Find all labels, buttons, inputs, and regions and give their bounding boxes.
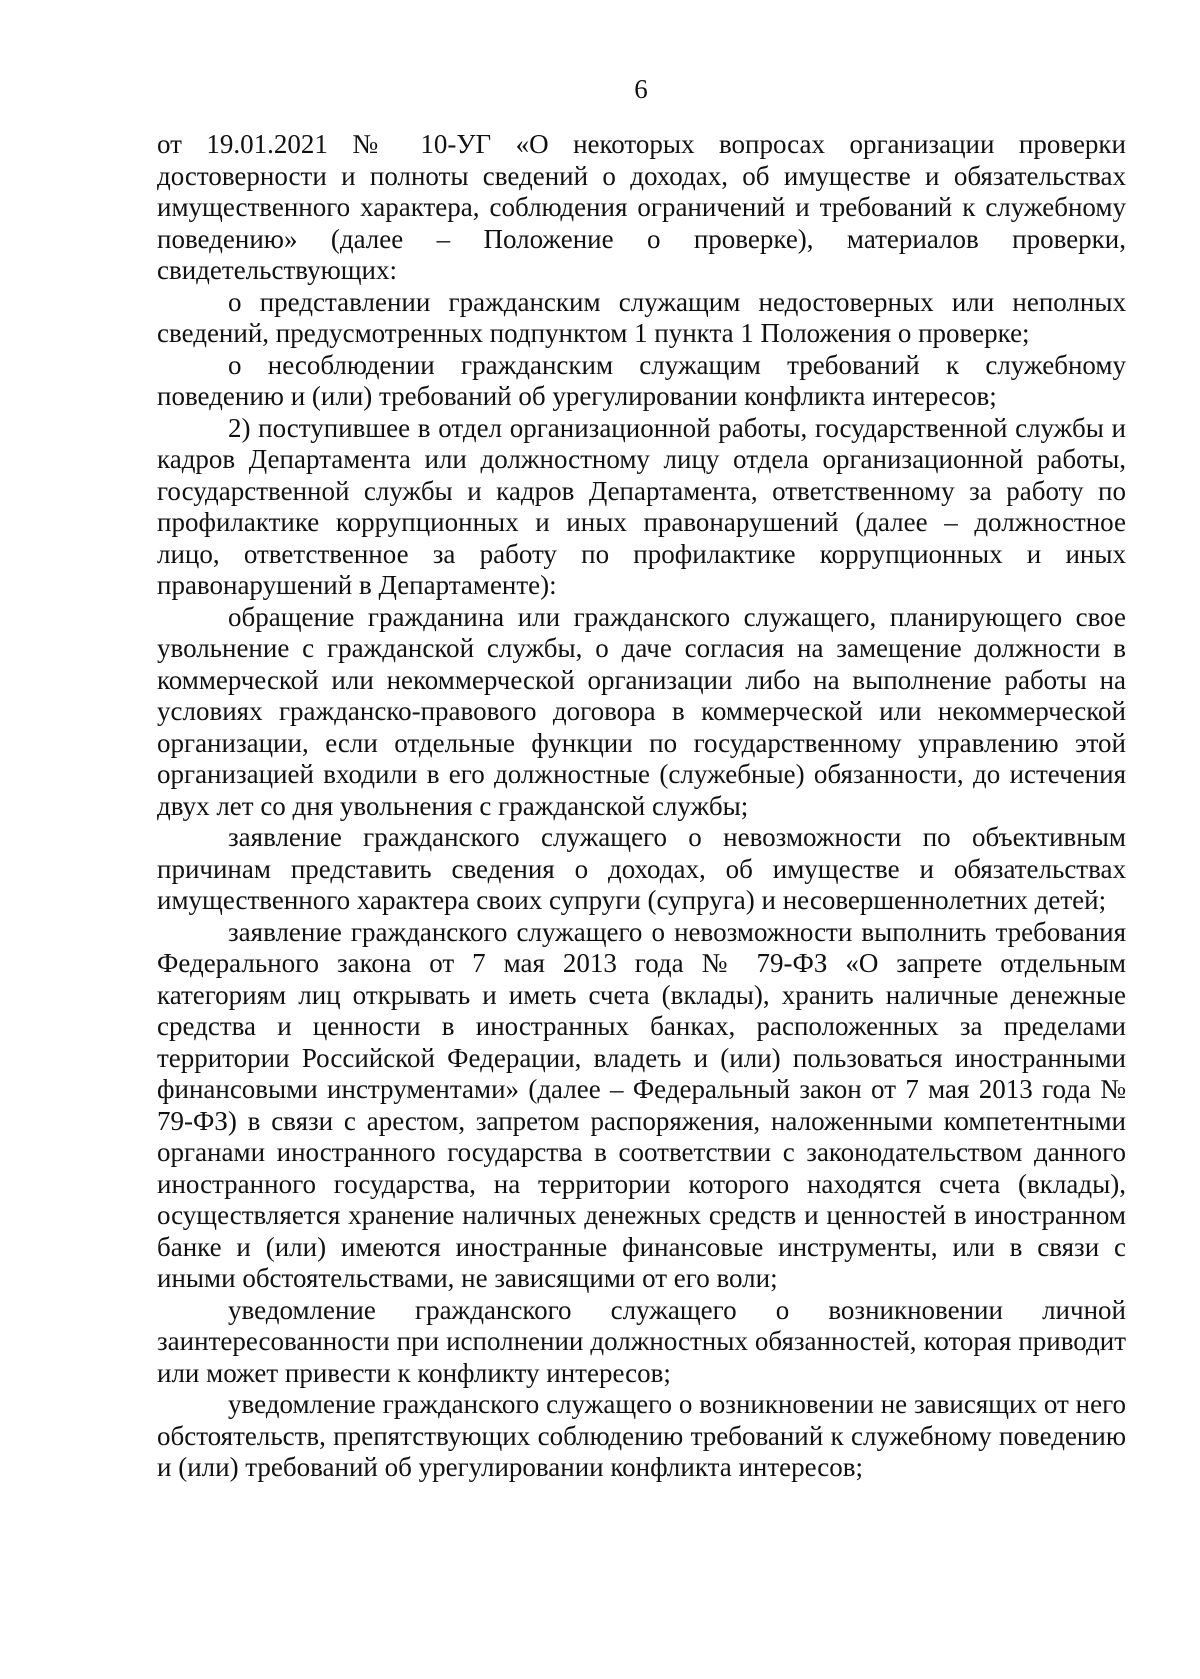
paragraph-item: 2) поступившее в отдел организационной работы, государственной службы и кадров Департамента или должностному лицу отдела организационной работы, государственной службы и кадров Департамента, ответственному за работу по профилактике коррупционных и иных правонарушений (далее – должностное лицо, ответственное за работу по профилактике коррупционных и иных правонарушений в Департаменте): xyxy=(157,412,1126,600)
paragraph-item: о несоблюдении гражданским служащим требований к служебному поведению и (или) требований об урегулировании конфликта интересов; xyxy=(157,349,1126,411)
document-body xyxy=(157,129,1126,1484)
paragraph-item: обращение гражданина или гражданского служащего, планирующего свое увольнение с гражданской службы, о даче согласия на замещение должности в коммерческой или некоммерческой организации либо на выполнение работы на условиях гражданско-правового договора в коммерческой или некоммерческой организации, если отдельные функции по государственному управлению этой организацией входили в его должностные (служебные) обязанности, до истечения двух лет со дня увольнения с гражданской службы; xyxy=(157,601,1126,821)
paragraph-item: уведомление гражданского служащего о возникновении личной заинтересованности при исполнении должностных обязанностей, которая приводит или может привести к конфликту интересов; xyxy=(157,1294,1126,1388)
paragraph-item: уведомление гражданского служащего о возникновении не зависящих от него обстоятельств, препятствующих соблюдению требований к служебному поведению и (или) требований об урегулировании конфликта интересов; xyxy=(157,1389,1126,1482)
paragraph-continuation: от 19.01.2021 № 10-УГ «О некоторых вопросах организации проверки достоверности и полноты сведений о доходах, об имуществе и обязательствах имущественного характера, соблюдения ограничений и требований к служебному поведению» (далее – Положение о проверке), материалов проверки, свидетельствующих: xyxy=(157,129,1126,285)
paragraph-item: заявление гражданского служащего о невозможности по объективным причинам представить сведения о доходах, об имуществе и обязательствах имущественного характера своих супруги (супруга) и несовершеннолетних детей; xyxy=(157,822,1126,915)
page-number: 6 xyxy=(634,74,648,104)
paragraph-item: о представлении гражданским служащим недостоверных или неполных сведений, предусмотренных подпунктом 1 пункта 1 Положения о проверке; xyxy=(157,286,1126,348)
paragraph-item: заявление гражданского служащего о невозможности выполнить требования Федерального закона от 7 мая 2013 года № 79-ФЗ «О запрете отдельным категориям лиц открывать и иметь счета (вклады), хранить наличные денежные средства и ценности в иностранных банках, расположенных за пределами территории Российской Федерации, владеть и (или) пользоваться иностранными финансовыми инструментами» (далее – Федеральный закон от 7 мая 2013 года № 79-ФЗ) в связи с арестом, запретом распоряжения, наложенными компетентными органами иностранного государства в соответствии с законодательством данного иностранного государства, на территории которого находятся счета (вклады), осуществляется хранение наличных денежных средств и ценностей в иностранном банке и (или) имеются иностранные финансовые инструменты, или в связи с иными обстоятельствами, не зависящими от его воли; xyxy=(157,916,1126,1293)
